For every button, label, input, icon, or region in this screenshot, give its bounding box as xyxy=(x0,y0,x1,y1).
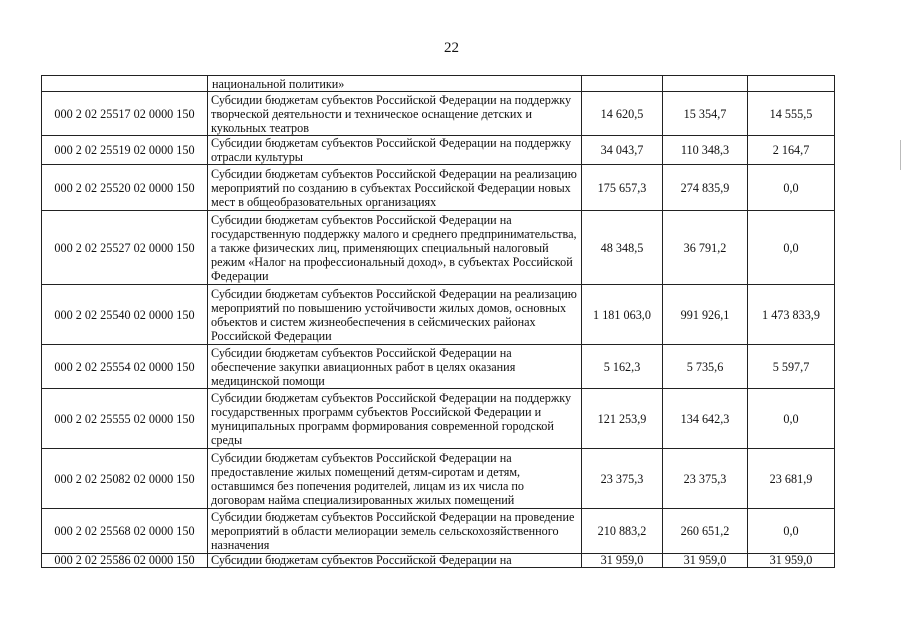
table-row xyxy=(42,136,835,165)
budget-code-cell: 000 2 02 25540 02 0000 150 xyxy=(42,285,208,345)
description-cell: Субсидии бюджетам субъектов Российской Федерации на поддержку отрасли культуры xyxy=(208,136,582,165)
budget-code-cell xyxy=(42,76,208,92)
amount-2020-cell: 121 253,9 xyxy=(582,389,663,449)
table-row xyxy=(42,449,835,509)
budget-code-cell: 000 2 02 25568 02 0000 150 xyxy=(42,509,208,554)
amount-2021-cell: 260 651,2 xyxy=(663,509,748,554)
amount-2020-cell xyxy=(582,76,663,92)
amount-2022-cell: 0,0 xyxy=(748,165,835,211)
description-cell: Субсидии бюджетам субъектов Российской Федерации на xyxy=(208,554,582,568)
amount-2021-cell: 110 348,3 xyxy=(663,136,748,165)
amount-2020-cell: 23 375,3 xyxy=(582,449,663,509)
budget-revenue-table xyxy=(41,75,835,568)
amount-2021-cell: 23 375,3 xyxy=(663,449,748,509)
amount-2021-cell: 5 735,6 xyxy=(663,345,748,389)
table-row xyxy=(42,509,835,554)
amount-2022-cell xyxy=(748,76,835,92)
scan-edge-mark xyxy=(900,140,901,170)
amount-2022-cell: 31 959,0 xyxy=(748,554,835,568)
budget-code-cell: 000 2 02 25555 02 0000 150 xyxy=(42,389,208,449)
amount-2021-cell: 31 959,0 xyxy=(663,554,748,568)
budget-code-cell: 000 2 02 25082 02 0000 150 xyxy=(42,449,208,509)
description-cell: Субсидии бюджетам субъектов Российской Федерации на поддержку творческой деятельности и техническое оснащение детских и кукольных театров xyxy=(208,92,582,136)
description-cell: Субсидии бюджетам субъектов Российской Федерации на реализацию мероприятий по повышению устойчивости жилых домов, основных объектов и систем жизнеобеспечения в сейсмических районах Российской Федерации xyxy=(208,285,582,345)
budget-code-cell: 000 2 02 25554 02 0000 150 xyxy=(42,345,208,389)
table-row xyxy=(42,92,835,136)
table-row xyxy=(42,165,835,211)
amount-2021-cell xyxy=(663,76,748,92)
amount-2020-cell: 14 620,5 xyxy=(582,92,663,136)
description-cell: Субсидии бюджетам субъектов Российской Федерации на предоставление жилых помещений детям-сиротам и детям, оставшимся без попечения родителей, лицам из их числа по договорам найма специализированных жилых помещений xyxy=(208,449,582,509)
amount-2021-cell: 15 354,7 xyxy=(663,92,748,136)
budget-code-cell: 000 2 02 25517 02 0000 150 xyxy=(42,92,208,136)
amount-2020-cell: 175 657,3 xyxy=(582,165,663,211)
page-number: 22 xyxy=(444,40,459,56)
budget-code-cell: 000 2 02 25586 02 0000 150 xyxy=(42,554,208,568)
amount-2020-cell: 48 348,5 xyxy=(582,211,663,285)
budget-code-cell: 000 2 02 25527 02 0000 150 xyxy=(42,211,208,285)
table-row xyxy=(42,76,835,92)
amount-2021-cell: 274 835,9 xyxy=(663,165,748,211)
description-cell: Субсидии бюджетам субъектов Российской Федерации на поддержку государственных программ субъектов Российской Федерации и муниципальных программ формирования современной городской среды xyxy=(208,389,582,449)
description-cell: Субсидии бюджетам субъектов Российской Федерации на проведение мероприятий в области мелиорации земель сельскохозяйственного назначения xyxy=(208,509,582,554)
table-row xyxy=(42,211,835,285)
amount-2021-cell: 991 926,1 xyxy=(663,285,748,345)
amount-2022-cell: 23 681,9 xyxy=(748,449,835,509)
amount-2020-cell: 31 959,0 xyxy=(582,554,663,568)
table-row xyxy=(42,345,835,389)
amount-2022-cell: 14 555,5 xyxy=(748,92,835,136)
amount-2020-cell: 210 883,2 xyxy=(582,509,663,554)
amount-2021-cell: 134 642,3 xyxy=(663,389,748,449)
amount-2022-cell: 2 164,7 xyxy=(748,136,835,165)
description-cell: Субсидии бюджетам субъектов Российской Федерации на государственную поддержку малого и среднего предпринимательства, а также физических лиц, применяющих специальный налоговый режим «Налог на профессиональный доход», в субъектах Российской Федерации xyxy=(208,211,582,285)
amount-2022-cell: 5 597,7 xyxy=(748,345,835,389)
table-row xyxy=(42,389,835,449)
table-row xyxy=(42,554,835,568)
amount-2020-cell: 1 181 063,0 xyxy=(582,285,663,345)
amount-2022-cell: 0,0 xyxy=(748,509,835,554)
amount-2021-cell: 36 791,2 xyxy=(663,211,748,285)
description-cell: Субсидии бюджетам субъектов Российской Федерации на реализацию мероприятий по созданию в субъектах Российской Федерации новых мест в общеобразовательных организациях xyxy=(208,165,582,211)
amount-2020-cell: 5 162,3 xyxy=(582,345,663,389)
amount-2020-cell: 34 043,7 xyxy=(582,136,663,165)
amount-2022-cell: 0,0 xyxy=(748,211,835,285)
budget-code-cell: 000 2 02 25519 02 0000 150 xyxy=(42,136,208,165)
description-cell: Субсидии бюджетам субъектов Российской Федерации на обеспечение закупки авиационных работ в целях оказания медицинской помощи xyxy=(208,345,582,389)
amount-2022-cell: 0,0 xyxy=(748,389,835,449)
amount-2022-cell: 1 473 833,9 xyxy=(748,285,835,345)
description-cell: национальной политики» xyxy=(208,76,582,92)
budget-code-cell: 000 2 02 25520 02 0000 150 xyxy=(42,165,208,211)
table-row xyxy=(42,285,835,345)
